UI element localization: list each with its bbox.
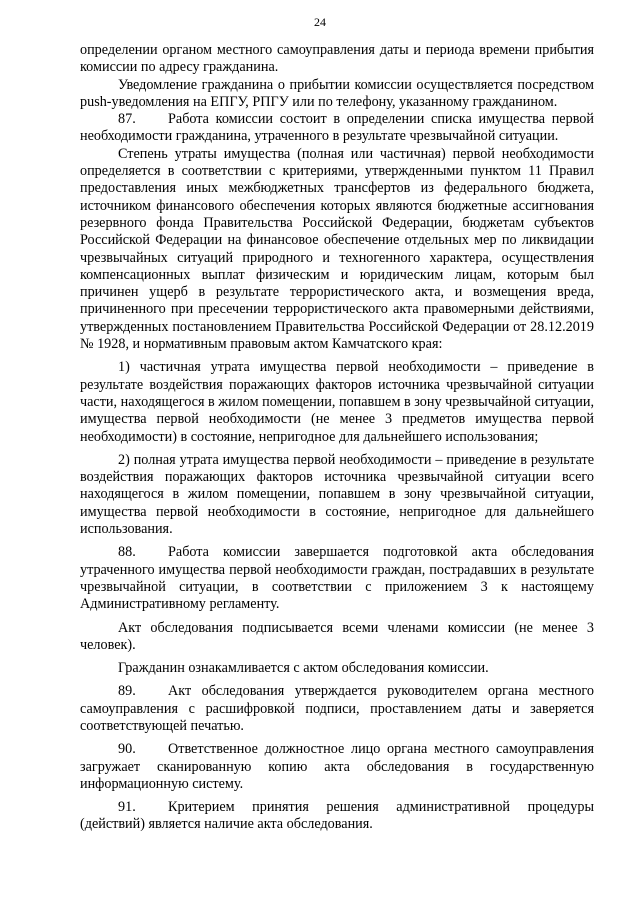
paragraph: Степень утраты имущества (полная или частичная) первой необходимости определяется в соответствии с критериями, утвержденными пунктом 11 Правил предоставления иных межбюджетных трансфертов из федерального бюджета, источником финансового обеспечения которых являются бюджетные ассигнования резервного фонда Правительства Российской Федерации, бюджетам субъектов Российской Федерации на финансовое обеспечение отдельных мер по ликвидации чрезвычайных ситуаций природного и техногенного характера, осуществления компенсационных выплат физическим и юридическим лицам, которым был причинен ущерб в результате террористического акта, и возмещения вреда, причиненного при пресечении террористического акта правомерными действиями, утвержденных постановлением Правительства Российской Федерации от 28.12.2019 № 1928, и нормативным правовым актом Камчатского края: bbox=[80, 145, 594, 353]
paragraph-text: Работа комиссии состоит в определении списка имущества первой необходимости гражданина, утраченного в результате чрезвычайной ситуации. bbox=[80, 111, 594, 145]
numbered-paragraph bbox=[80, 741, 594, 793]
paragraph: Акт обследования подписывается всеми членами комиссии (не менее 3 человек). bbox=[80, 619, 594, 653]
numbered-paragraph bbox=[80, 799, 594, 834]
paragraph: определении органом местного самоуправления даты и периода времени прибытия комиссии по адресу гражданина. bbox=[80, 42, 594, 76]
paragraph-text: Акт обследования утверждается руководителем органа местного самоуправления с расшифровкой подписи, проставлением даты и заверяется соответствующей печатью. bbox=[80, 683, 594, 734]
paragraph-number: 91. bbox=[118, 799, 136, 816]
paragraph-text: Ответственное должностное лицо органа местного самоуправления загружает сканированную копию акта обследования в государственную информационную систему. bbox=[80, 741, 594, 792]
paragraph-text: Критерием принятия решения административной процедуры (действий) является наличие акта обследования. bbox=[80, 799, 594, 833]
numbered-paragraph bbox=[80, 544, 594, 613]
paragraph-number: 90. bbox=[118, 741, 136, 758]
paragraph-text: Работа комиссии завершается подготовкой акта обследования утраченного имущества первой необходимости граждан, пострадавших в результате чрезвычайной ситуации, в соответствии с приложением 3 к настоящему Административному регламенту. bbox=[80, 544, 594, 613]
paragraph-number: 88. bbox=[118, 544, 136, 561]
paragraph-number: 87. bbox=[118, 111, 136, 128]
paragraph: Уведомление гражданина о прибытии комиссии осуществляется посредством push-уведомления на ЕПГУ, РПГУ или по телефону, указанному гражданином. bbox=[80, 76, 594, 110]
paragraph: Гражданин ознакамливается с актом обследования комиссии. bbox=[118, 660, 489, 677]
document-body bbox=[80, 42, 594, 834]
numbered-paragraph bbox=[80, 111, 594, 146]
list-item: 2) полная утрата имущества первой необходимости – приведение в результате воздействия поражающих факторов источника чрезвычайной ситуации всего находящегося в жилом помещении, попавшем в зону чрезвычайной ситуации, имущества первой необходимости в состояние, непригодное для дальнейшего использования. bbox=[80, 451, 594, 538]
list-item: 1) частичная утрата имущества первой необходимости – приведение в результате воздействия поражающих факторов источника чрезвычайной ситуации части, находящегося в жилом помещении, попавшем в зону чрезвычайной ситуации, имущества первой необходимости (не менее 3 предметов имущества первой необходимости) в состояние, непригодное для дальнейшего использования; bbox=[80, 359, 594, 445]
paragraph-number: 89. bbox=[118, 683, 136, 700]
numbered-paragraph bbox=[80, 683, 594, 735]
page-number: 24 bbox=[314, 15, 326, 29]
